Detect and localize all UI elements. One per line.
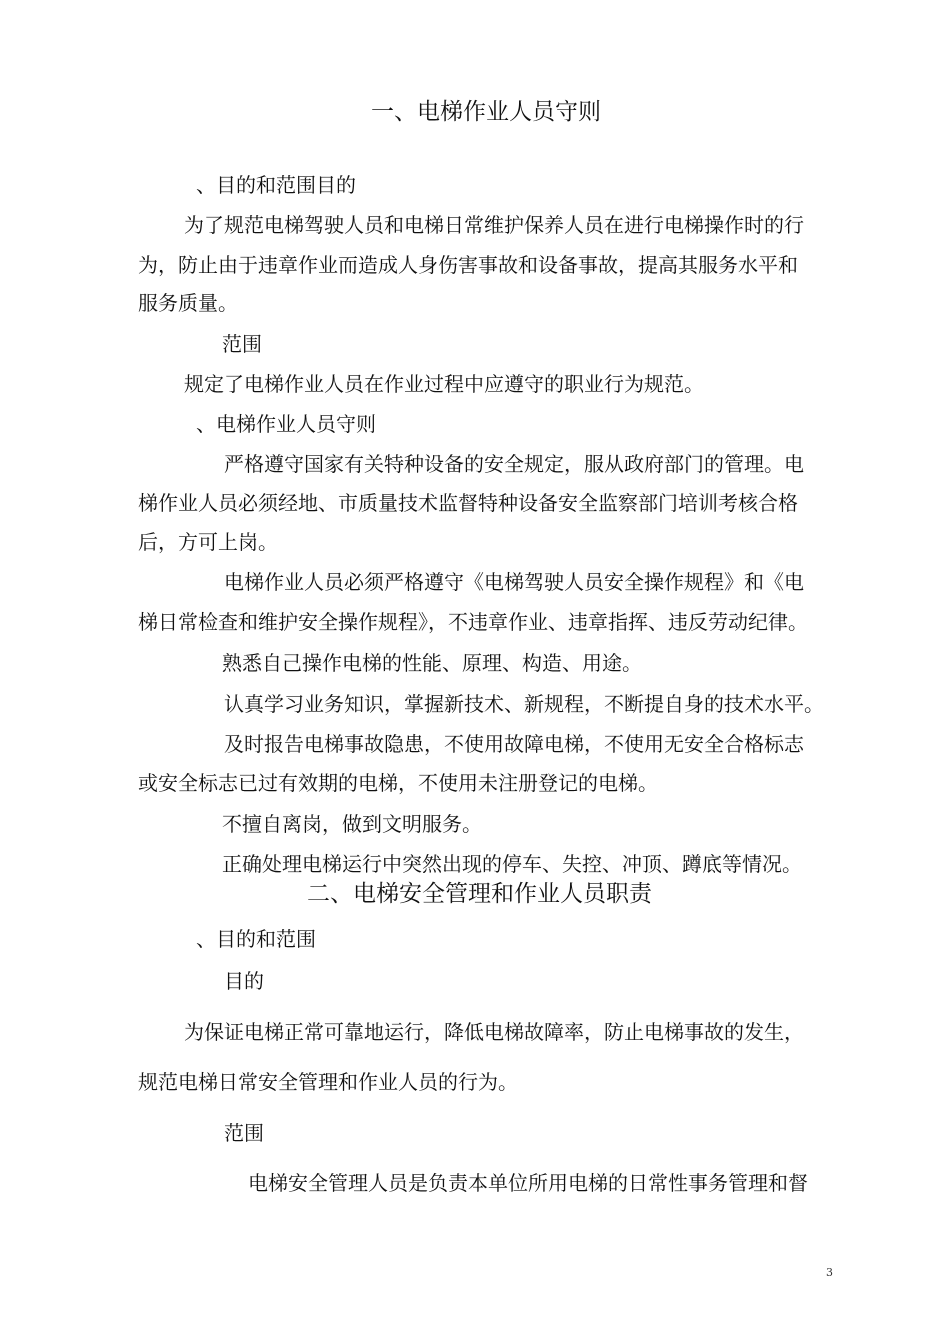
page-number: 3 — [826, 1266, 833, 1279]
rule-line: 认真学习业务知识，掌握新技术、新规程，不断提自身的技术水平。 — [224, 692, 824, 716]
purpose-line: 为保证电梯正常可靠地运行，降低电梯故障率，防止电梯事故的发生， — [184, 1020, 804, 1044]
rule-line: 严格遵守国家有关特种设备的安全规定，服从政府部门的管理。电 — [224, 452, 804, 476]
scope-text: 电梯安全管理人员是负责本单位所用电梯的日常性事务管理和督 — [248, 1171, 808, 1195]
purpose-line: 规范电梯日常安全管理和作业人员的行为。 — [138, 1070, 518, 1094]
scope-heading: 范围 — [222, 332, 262, 356]
section1-title: 一、电梯作业人员守则 — [371, 99, 601, 125]
scope-text: 规定了电梯作业人员在作业过程中应遵守的职业行为规范。 — [184, 372, 704, 396]
purpose-line: 服务质量。 — [138, 291, 238, 315]
rule-line: 电梯作业人员必须严格遵守《电梯驾驶人员安全操作规程》和《电 — [224, 570, 804, 594]
rule-line: 不擅自离岗，做到文明服务。 — [222, 812, 482, 836]
rule-line: 或安全标志已过有效期的电梯，不使用未注册登记的电梯。 — [138, 771, 658, 795]
rule-line: 梯作业人员必须经地、市质量技术监督特种设备安全监察部门培训考核合格 — [138, 491, 798, 515]
purpose-scope-heading: 、目的和范围目的 — [196, 173, 356, 197]
purpose-line: 为了规范电梯驾驶人员和电梯日常维护保养人员在进行电梯操作时的行 — [184, 213, 804, 237]
rule-line: 及时报告电梯事故隐患，不使用故障电梯，不使用无安全合格标志 — [224, 732, 804, 756]
section2-title: 二、电梯安全管理和作业人员职责 — [307, 881, 652, 907]
purpose-line: 为，防止由于违章作业而造成人身伤害事故和设备事故，提高其服务水平和 — [138, 253, 798, 277]
scope-heading: 范围 — [224, 1121, 264, 1145]
rules-heading: 、电梯作业人员守则 — [196, 412, 376, 436]
purpose-heading: 目的 — [224, 969, 264, 993]
rule-line: 后，方可上岗。 — [138, 530, 278, 554]
purpose-scope-heading: 、目的和范围 — [196, 927, 316, 951]
rule-line: 熟悉自己操作电梯的性能、原理、构造、用途。 — [222, 651, 642, 675]
rule-line: 梯日常检查和维护安全操作规程》，不违章作业、违章指挥、违反劳动纪律。 — [138, 610, 808, 634]
rule-line: 正确处理电梯运行中突然出现的停车、失控、冲顶、蹲底等情况。 — [222, 852, 802, 876]
